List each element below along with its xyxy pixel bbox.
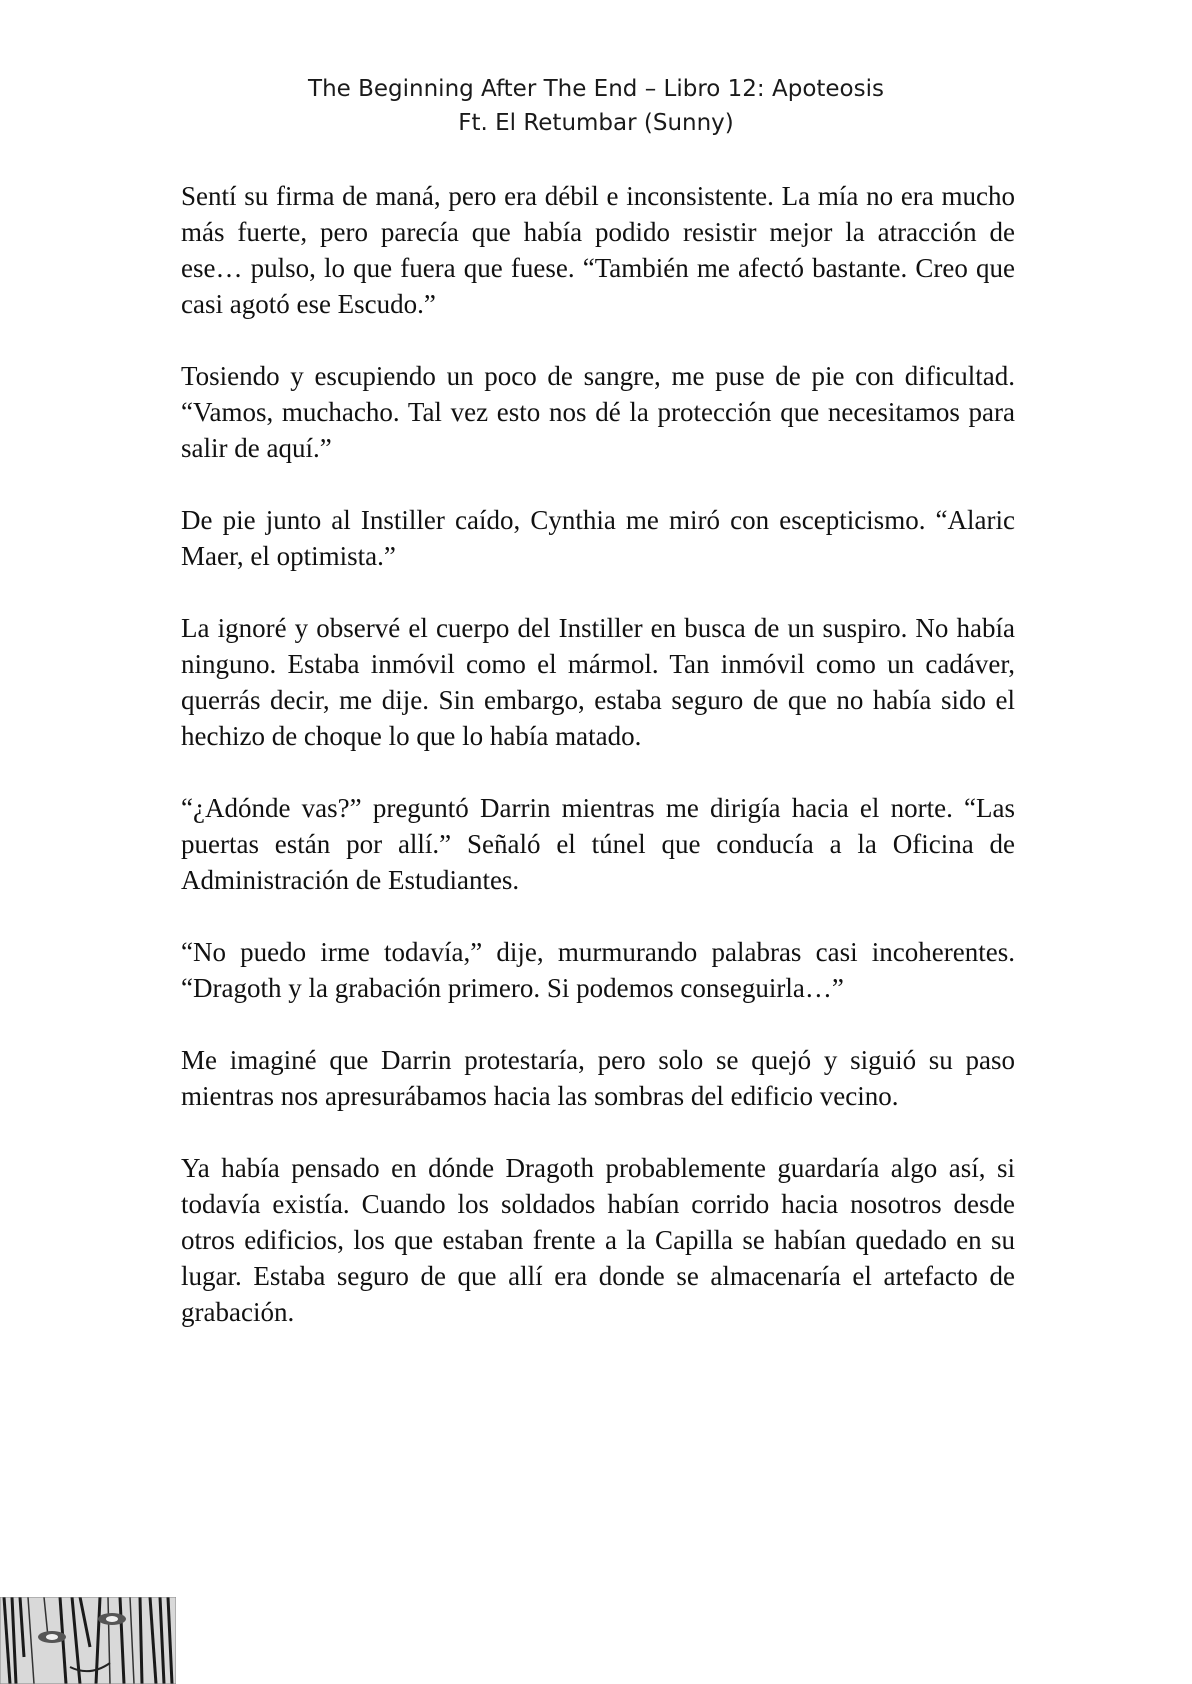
paragraph: Ya había pensado en dónde Dragoth probablemente guardaría algo así, si todavía existía. Cuando los soldados habían corrido hacia nosotros desde otros edificios, los que estaban frente a la Capilla se habían quedado en su lugar. Estaba seguro de que allí era donde se almacenaría el artefacto de grabación. bbox=[181, 1153, 1015, 1327]
corner-manga-illustration bbox=[0, 1597, 176, 1684]
paragraph: Tosiendo y escupiendo un poco de sangre, me puse de pie con dificultad. “Vamos, muchacho. Tal vez esto nos dé la protección que necesitamos para salir de aquí.” bbox=[181, 361, 1015, 463]
chapter-body bbox=[181, 178, 1015, 1366]
paragraph: “¿Adónde vas?” preguntó Darrin mientras me dirigía hacia el norte. “Las puertas están por allí.” Señaló el túnel que conducía a la Oficina de Administración de Estudiantes. bbox=[181, 793, 1015, 895]
paragraph: Sentí su firma de maná, pero era débil e inconsistente. La mía no era mucho más fuerte, pero parecía que había podido resistir mejor la atracción de ese… pulso, lo que fuera que fuese. “También me afectó bastante. Creo que casi agotó ese Escudo.” bbox=[181, 181, 1015, 319]
paragraph: “No puedo irme todavía,” dije, murmurando palabras casi incoherentes. “Dragoth y la grabación primero. Si podemos conseguirla…” bbox=[181, 937, 1015, 1003]
paragraph: De pie junto al Instiller caído, Cynthia me miró con escepticismo. “Alaric Maer, el optimista.” bbox=[181, 505, 1015, 571]
paragraph: La ignoré y observé el cuerpo del Instiller en busca de un suspiro. No había ninguno. Estaba inmóvil como el mármol. Tan inmóvil como un cadáver, querrás decir, me dije. Sin embargo, estaba seguro de que no había sido el hechizo de choque lo que lo había matado. bbox=[181, 613, 1015, 751]
paragraph: Me imaginé que Darrin protestaría, pero solo se quejó y siguió su paso mientras nos apresurábamos hacia las sombras del edificio vecino. bbox=[181, 1045, 1015, 1111]
header-title: The Beginning After The End – Libro 12: Apoteosis bbox=[308, 76, 884, 102]
page-header bbox=[0, 72, 1192, 140]
header-subtitle: Ft. El Retumbar (Sunny) bbox=[458, 110, 734, 136]
